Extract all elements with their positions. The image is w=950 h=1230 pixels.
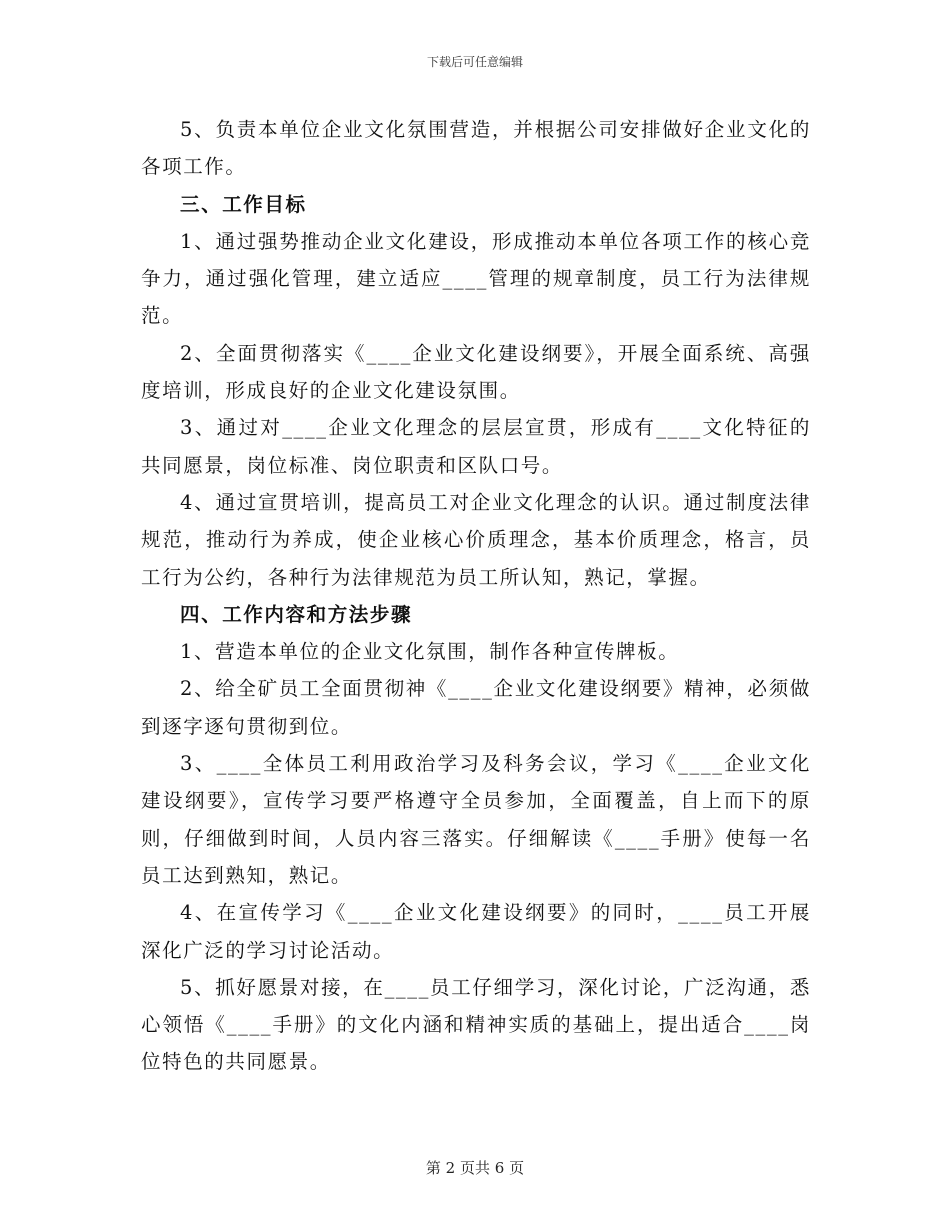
page-number: 第 2 页共 6 页 [425,1159,525,1177]
paragraph-step-4: 4、在宣传学习《____企业文化建设纲要》的同时，____员工开展深化广泛的学习讨论活动。 [141,901,811,962]
paragraph-goal-4: 4、通过宣贯培训，提高员工对企业文化理念的认识。通过制度法律规范，推动行为养成，使企业核心价质理念，基本价质理念，格言，员工行为公约，各种行为法律规范为员工所认知，熟记，掌握。 [141,490,811,589]
paragraph-goal-2: 2、全面贯彻落实《____企业文化建设纲要》，开展全面系统、高强度培训，形成良好的企业文化建设氛围。 [141,341,811,403]
paragraph-step-5: 5、抓好愿景对接，在____员工仔细学习，深化讨论，广泛沟通，悉心领悟《____手册》的文化内涵和精神实质的基础上，提出适合____岗位特色的共同愿景。 [141,975,811,1074]
section-heading-goals: 三、工作目标 [180,192,307,216]
paragraph-goal-1: 1、通过强势推动企业文化建设，形成推动本单位各项工作的核心竞争力，通过强化管理，建立适应____管理的规章制度，员工行为法律规范。 [141,229,811,328]
paragraph-step-3: 3、____全体员工利用政治学习及科务会议，学习《____企业文化建设纲要》，宣传学习要严格遵守全员参加，全面覆盖，自上而下的原则，仔细做到时间，人员内容三落实。仔细解读《____手册》使每一名员工达到熟知，熟记。 [141,752,811,887]
section-heading-content-steps: 四、工作内容和方法步骤 [180,602,413,626]
paragraph-duty-5: 5、负责本单位企业文化氛围营造，并根据公司安排做好企业文化的各项工作。 [141,118,811,179]
paragraph-step-1: 1、营造本单位的企业文化氛围，制作各种宣传牌板。 [180,640,680,664]
paragraph-step-2: 2、给全矿员工全面贯彻神《____企业文化建设纲要》精神，必须做到逐字逐句贯彻到位。 [141,677,811,738]
header-note: 下载后可任意编辑 [426,55,523,69]
paragraph-goal-3: 3、通过对____企业文化理念的层层宣贯，形成有____文化特征的共同愿景，岗位标准、岗位职责和区队口号。 [141,416,811,477]
document-body [141,111,811,1081]
